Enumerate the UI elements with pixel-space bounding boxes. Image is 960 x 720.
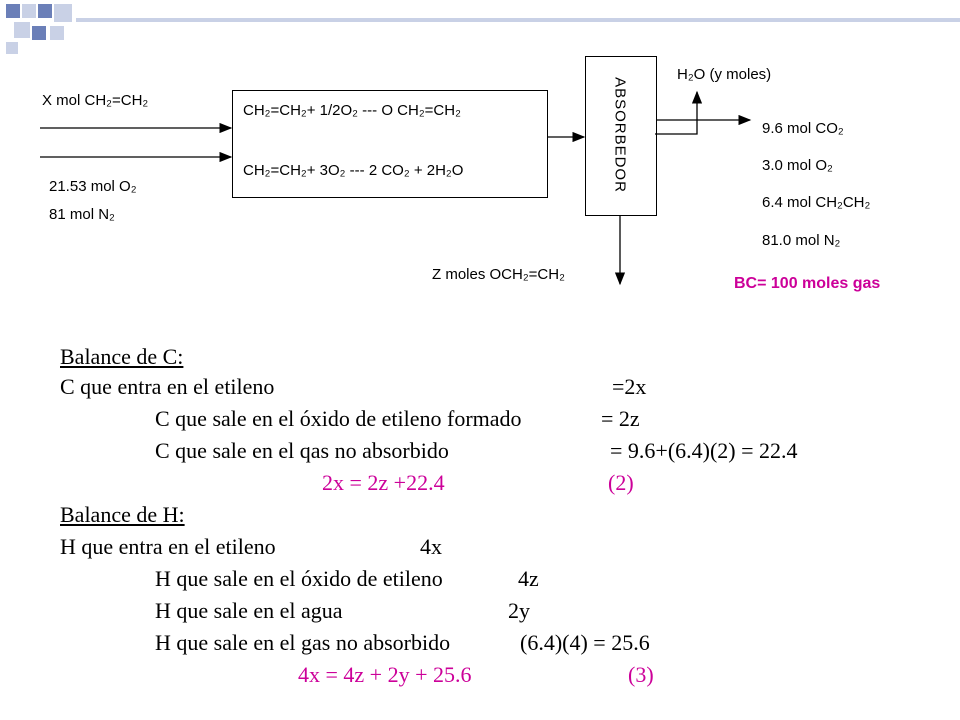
balance-c-line1-label: C que entra en el etileno xyxy=(60,374,275,399)
balance-h-line4-label: H que sale en el gas no absorbido xyxy=(155,630,451,655)
balance-c-line1-value: =2x xyxy=(612,374,647,399)
feed-o2-label: 21.53 mol O₂ xyxy=(49,178,137,195)
absorber-label: ABSORBEDOR xyxy=(611,77,629,193)
reaction-2: CH₂=CH₂+ 3O₂ --- 2 CO₂ + 2H₂O xyxy=(243,162,464,179)
water-out-arrow xyxy=(655,92,697,134)
reaction-1: CH₂=CH₂+ 1/2O₂ --- O CH₂=CH₂ xyxy=(243,102,461,119)
balance-h-equation-number: (3) xyxy=(628,662,654,687)
balance-h-line1-label: H que entra en el etileno xyxy=(60,534,276,559)
balance-h-equation: 4x = 4z + 2y + 25.6 xyxy=(298,662,472,687)
gas-co2-label: 9.6 mol CO₂ xyxy=(762,120,844,137)
feed-n2-label: 81 mol N₂ xyxy=(49,206,115,223)
balance-c-line2-label: C que sale en el óxido de etileno formado xyxy=(155,406,522,431)
gas-ethylene-label: 6.4 mol CH₂CH₂ xyxy=(762,194,871,211)
balance-c-line3-value: = 9.6+(6.4)(2) = 22.4 xyxy=(610,438,798,463)
balance-h-line3-label: H que sale en el agua xyxy=(155,598,343,623)
balance-h-line2-value: 4z xyxy=(518,566,539,591)
calculation-basis: BC= 100 moles gas xyxy=(734,275,881,292)
gas-n2-label: 81.0 mol N₂ xyxy=(762,232,841,249)
balance-h-title: Balance de H: xyxy=(60,502,185,527)
balance-c-title: Balance de C: xyxy=(60,344,184,369)
balance-c-line3-label: C que sale en el qas no absorbido xyxy=(155,438,449,463)
balance-h-line4-value: (6.4)(4) = 25.6 xyxy=(520,630,650,655)
gas-o2-label: 3.0 mol O₂ xyxy=(762,157,833,174)
oxide-out-label: Z moles OCH₂=CH₂ xyxy=(432,266,565,283)
balance-h-line2-label: H que sale en el óxido de etileno xyxy=(155,566,443,591)
feed-ethylene-label: X mol CH₂=CH₂ xyxy=(42,92,149,109)
balance-h-line3-value: 2y xyxy=(508,598,530,623)
balance-c-line2-value: = 2z xyxy=(601,406,640,431)
balance-c-equation-number: (2) xyxy=(608,470,634,495)
balance-h-line1-value: 4x xyxy=(420,534,442,559)
balance-c-equation: 2x = 2z +22.4 xyxy=(322,470,445,495)
water-out-label: H₂O (y moles) xyxy=(677,66,772,83)
